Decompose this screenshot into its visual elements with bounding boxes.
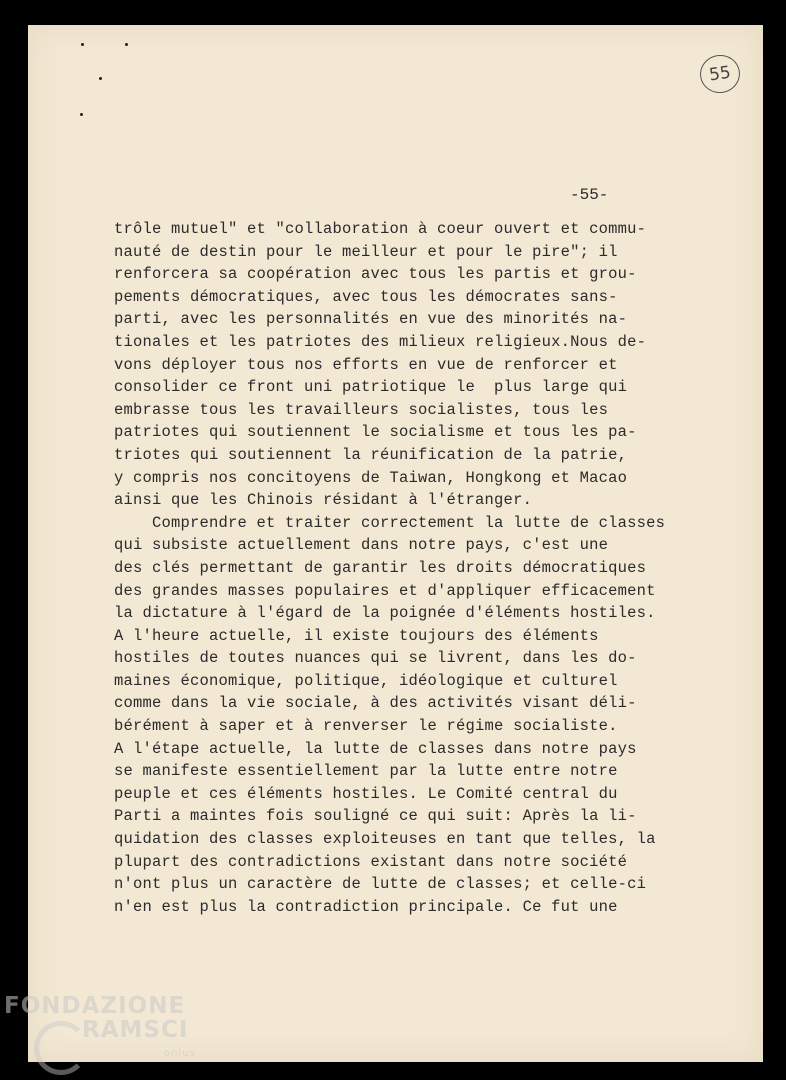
text-line: plupart des contradictions existant dans notre société	[114, 852, 628, 871]
text-line: la dictature à l'égard de la poignée d'éléments hostiles.	[114, 604, 656, 623]
text-line: maines économique, politique, idéologique et culturel	[114, 671, 618, 690]
page-number: -55-	[570, 186, 609, 204]
document-page	[28, 25, 763, 1062]
text-line: patriotes qui soutiennent le socialisme et tous les pa-	[114, 423, 637, 442]
text-line: tionales et les patriotes des milieux religieux.Nous de-	[114, 332, 647, 351]
text-line: quidation des classes exploiteuses en tant que telles, la	[114, 830, 656, 849]
text-line: n'ont plus un caractère de lutte de classes; et celle-ci	[114, 875, 647, 894]
text-line: qui subsiste actuellement dans notre pays, c'est une	[114, 536, 609, 555]
watermark-g-logo-icon	[34, 1021, 88, 1075]
text-line: bérément à saper et à renverser le régime socialiste.	[114, 717, 618, 736]
text-line: comme dans la vie sociale, à des activités visant déli-	[114, 694, 637, 713]
text-line: pements démocratiques, avec tous les démocrates sans-	[114, 287, 618, 306]
text-line: Parti a maintes fois souligné ce qui suit: Après la li-	[114, 807, 637, 826]
page-stamp: 55	[698, 52, 743, 95]
text-line: embrasse tous les travailleurs socialistes, tous les	[114, 400, 609, 419]
text-line: A l'étape actuelle, la lutte de classes dans notre pays	[114, 739, 637, 758]
text-line: nauté de destin pour le meilleur et pour le pire"; il	[114, 242, 618, 261]
text-line: peuple et ces éléments hostiles. Le Comité central du	[114, 784, 618, 803]
watermark-line3: onlus	[164, 1048, 196, 1059]
text-line: vons déployer tous nos efforts en vue de renforcer et	[114, 355, 618, 374]
text-line: parti, avec les personnalités en vue des minorités na-	[114, 310, 628, 329]
text-line: n'en est plus la contradiction principale. Ce fut une	[114, 897, 618, 916]
text-line: consolider ce front uni patriotique le plus large qui	[114, 378, 628, 397]
text-line: renforcera sa coopération avec tous les partis et grou-	[114, 265, 637, 284]
punch-mark	[81, 43, 84, 46]
punch-mark	[125, 43, 128, 46]
text-line: triotes qui soutiennent la réunification de la patrie,	[114, 445, 628, 464]
text-line: se manifeste essentiellement par la lutte entre notre	[114, 762, 618, 781]
text-line: A l'heure actuelle, il existe toujours des éléments	[114, 626, 599, 645]
text-line: des clés permettant de garantir les droits démocratiques	[114, 558, 647, 577]
watermark-line1: FONDAZIONE	[4, 993, 186, 1019]
text-line: Comprendre et traiter correctement la lutte de classes	[114, 513, 666, 532]
text-line: hostiles de toutes nuances qui se livrent, dans les do-	[114, 649, 637, 668]
punch-mark	[80, 113, 83, 116]
text-line: ainsi que les Chinois résidant à l'étranger.	[114, 491, 533, 510]
punch-mark	[99, 77, 102, 80]
text-line: des grandes masses populaires et d'appliquer efficacement	[114, 581, 656, 600]
watermark-line2: RAMSCI	[82, 1017, 189, 1043]
body-text	[114, 218, 674, 918]
text-line: y compris nos concitoyens de Taiwan, Hongkong et Macao	[114, 468, 628, 487]
archive-watermark	[4, 993, 204, 1078]
text-line: trôle mutuel" et "collaboration à coeur ouvert et commu-	[114, 220, 647, 238]
